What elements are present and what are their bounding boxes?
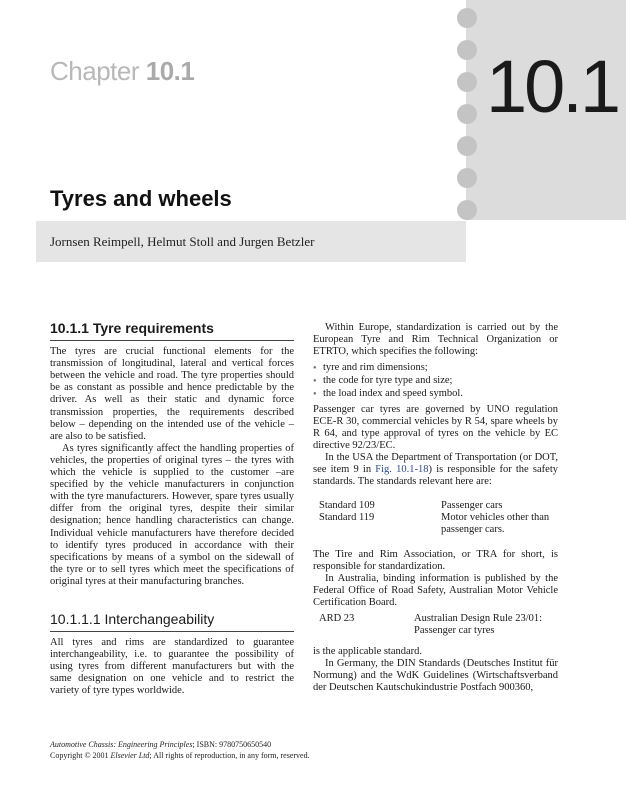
chapter-label <box>50 58 194 84</box>
chapter-title: Tyres and wheels <box>50 186 232 211</box>
binder-hole-icon <box>457 200 477 220</box>
paragraph: In Australia, binding information is published by the Federal Office of Road Safety, Australian Motor Vehicle Certification Board. <box>313 572 558 608</box>
standard-description: Motor vehicles other than passenger cars. <box>441 512 550 536</box>
binder-hole-icon <box>457 168 477 188</box>
chapter-number: 10.1 <box>145 56 195 86</box>
figure-reference-link[interactable]: Fig. 10.1-18 <box>375 464 429 476</box>
publisher: Elsevier Ltd <box>110 750 150 760</box>
paragraph: Passenger car tyres are governed by UNO regulation ECE-R 30, commercial vehicles by R 54, spare wheels by R 64, and type approval of tyres on the vehicle by EC directive 92/23/EC. <box>313 403 558 451</box>
copyright-suffix: ; All rights of reproduction, in any form, reserved. <box>149 750 310 760</box>
binder-hole-icon <box>457 72 477 92</box>
standard-description: Australian Design Rule 23/01: Passenger car tyres <box>414 612 543 637</box>
authors-bar <box>36 221 466 262</box>
paragraph <box>313 452 558 488</box>
standards-table <box>319 500 558 536</box>
table-row <box>319 500 558 512</box>
subsection-heading: 10.1.1.1 Interchangeability <box>50 613 294 632</box>
copyright <box>50 751 310 762</box>
list-item: ● the load index and speed symbol. <box>313 388 558 400</box>
paragraph: As tyres significantly affect the handling properties of vehicles, the properties of original tyres – the tyres with which the vehicle is supplied to the customer –are specified by the vehicle manufacturers in conjunction with the tyre manufacturers. However, spare tyres usually differ from the original tyres, despite their similar designation; hence handling characteristics can change. Individual vehicle manufacturers have therefore decided to identify tyres produced in accordance with their specifications by means of a symbol on the sidewall of the tyre or to sell tyres which meet the specifications of original tyres at their manufacturing branches. <box>50 442 294 587</box>
text-run: ) is responsible for the safety standards. The standards relevant here are: <box>313 464 558 488</box>
section-heading: 10.1.1 Tyre requirements <box>50 322 294 341</box>
paragraph: In Germany, the DIN Standards (Deutsches Institut für Normung) and the WdK Guidelines (Wirtschaftsverband der Deutschen Kautschukindustrie Postfach 900360, <box>313 658 558 694</box>
left-column <box>50 322 294 698</box>
paragraph: The tyres are crucial functional elements for the transmission of longitudinal, lateral and vertical forces between the vehicle and road. The tyre properties should be as constant as possible and hence predictable by the driver. As well as their static and dynamic force transmission properties, the requirements described below – depending on the intended use of the vehicle – are also to be satisfied. <box>50 346 294 442</box>
paragraph: All tyres and rims are standardized to guarantee interchangeability, i.e. to guarantee the possibility of using tyres from different manufacturers but with the same designation on one vehicle and to restrict the variety of tyre types worldwide. <box>50 637 294 697</box>
book-title: Automotive Chassis: Engineering Principles <box>50 740 193 749</box>
authors: Jornsen Reimpell, Helmut Stoll and Jurgen Betzler <box>50 234 315 249</box>
paragraph: Within Europe, standardization is carried out by the European Tyre and Rim Technical Organization or ETRTO, which specifies the following: <box>313 322 558 358</box>
list-item: ● tyre and rim dimensions; <box>313 362 558 374</box>
right-column <box>313 322 558 695</box>
binder-hole-icon <box>457 104 477 124</box>
standard-code: Standard 119 <box>319 512 375 524</box>
ard-standard-row <box>319 613 558 637</box>
text-run: In the USA the Department of Transportation (or DOT, see item 9 in <box>313 451 558 476</box>
isbn: ; ISBN: 9780750650540 <box>192 740 272 749</box>
page-footer <box>50 740 310 761</box>
paragraph: The Tire and Rim Association, or TRA for short, is responsible for standardization. <box>313 548 558 572</box>
standard-description: Passenger cars <box>441 500 503 512</box>
binder-hole-icon <box>457 8 477 28</box>
chapter-word: Chapter <box>50 56 139 86</box>
bullet-list <box>313 362 558 400</box>
binder-hole-icon <box>457 136 477 156</box>
list-item: ● the code for tyre type and size; <box>313 375 558 387</box>
paragraph: is the applicable standard. <box>313 646 423 658</box>
standard-code: ARD 23 <box>319 612 355 624</box>
binder-hole-icon <box>457 40 477 60</box>
chapter-number-large: 10.1 <box>486 45 619 128</box>
standard-code: Standard 109 <box>319 500 375 512</box>
book-citation <box>50 740 310 751</box>
copyright-prefix: Copyright © 2001 <box>50 750 111 760</box>
table-row <box>319 512 558 536</box>
